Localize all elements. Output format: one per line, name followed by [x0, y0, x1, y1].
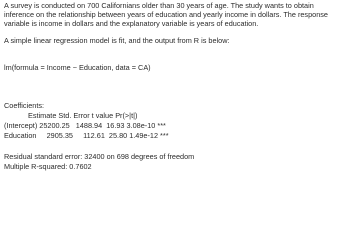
coefficient-row-intercept: (Intercept) 25200.25 1488.94 16.93 3.08e-10 ***	[4, 121, 166, 130]
multiple-r-squared: Multiple R-squared: 0.7602	[4, 162, 92, 171]
intro-line: inference on the relationship between years of education and yearly income in dollars. The response	[4, 10, 328, 20]
intro-line: variable is income in dollars and the explanatory variable is years of education.	[4, 19, 259, 29]
coefficient-row-education: Education 2905.35 112.61 25.80 1.49e-12 ***	[4, 131, 169, 140]
coefficients-heading: Coefficients:	[4, 101, 45, 110]
intro-line: A survey is conducted on 700 Californians older than 30 years of age. The study wants to obtain	[4, 1, 314, 10]
intro-paragraph	[4, 1, 348, 29]
r-call: lm(formula = Income ~ Education, data = CA)	[4, 63, 151, 72]
coefficients-column-header: Estimate Std. Error t value Pr(>|t|)	[28, 111, 138, 120]
model-statement: A simple linear regression model is fit, and the output from R is below:	[4, 36, 230, 45]
residual-standard-error: Residual standard error: 32400 on 698 degrees of freedom	[4, 152, 195, 161]
